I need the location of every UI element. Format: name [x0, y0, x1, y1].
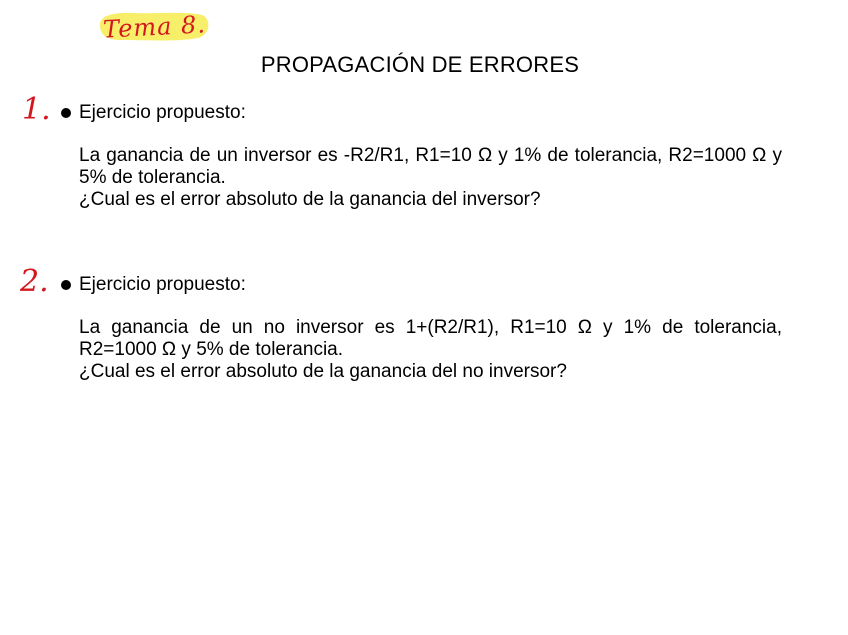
exercise-question-2: ¿Cual es el error absoluto de la ganancia del no inversor?	[79, 361, 567, 382]
exercise-number-2: 2.	[20, 264, 49, 299]
topic-label: Tema 8.	[102, 10, 207, 44]
exercise-number-1: 1.	[22, 92, 51, 127]
bullet-icon	[61, 108, 71, 118]
exercise-statement-1: La ganancia de un inversor es -R2/R1, R1=10 Ω y 1% de tolerancia, R2=1000 Ω y 5% de tolerancia.	[79, 145, 782, 188]
exercise-heading-1: Ejercicio propuesto:	[79, 102, 246, 123]
exercise-heading-2: Ejercicio propuesto:	[79, 274, 246, 295]
page-title: PROPAGACIÓN DE ERRORES	[260, 52, 580, 77]
topic-tag	[94, 7, 212, 45]
exercise-question-1: ¿Cual es el error absoluto de la ganancia del inversor?	[79, 189, 541, 210]
exercise-body-2	[79, 317, 782, 383]
exercise-body-1	[79, 145, 782, 211]
exercise-statement-2: La ganancia de un no inversor es 1+(R2/R1), R1=10 Ω y 1% de tolerancia, R2=1000 Ω y 5% de tolerancia.	[79, 317, 782, 360]
bullet-icon	[61, 280, 71, 290]
